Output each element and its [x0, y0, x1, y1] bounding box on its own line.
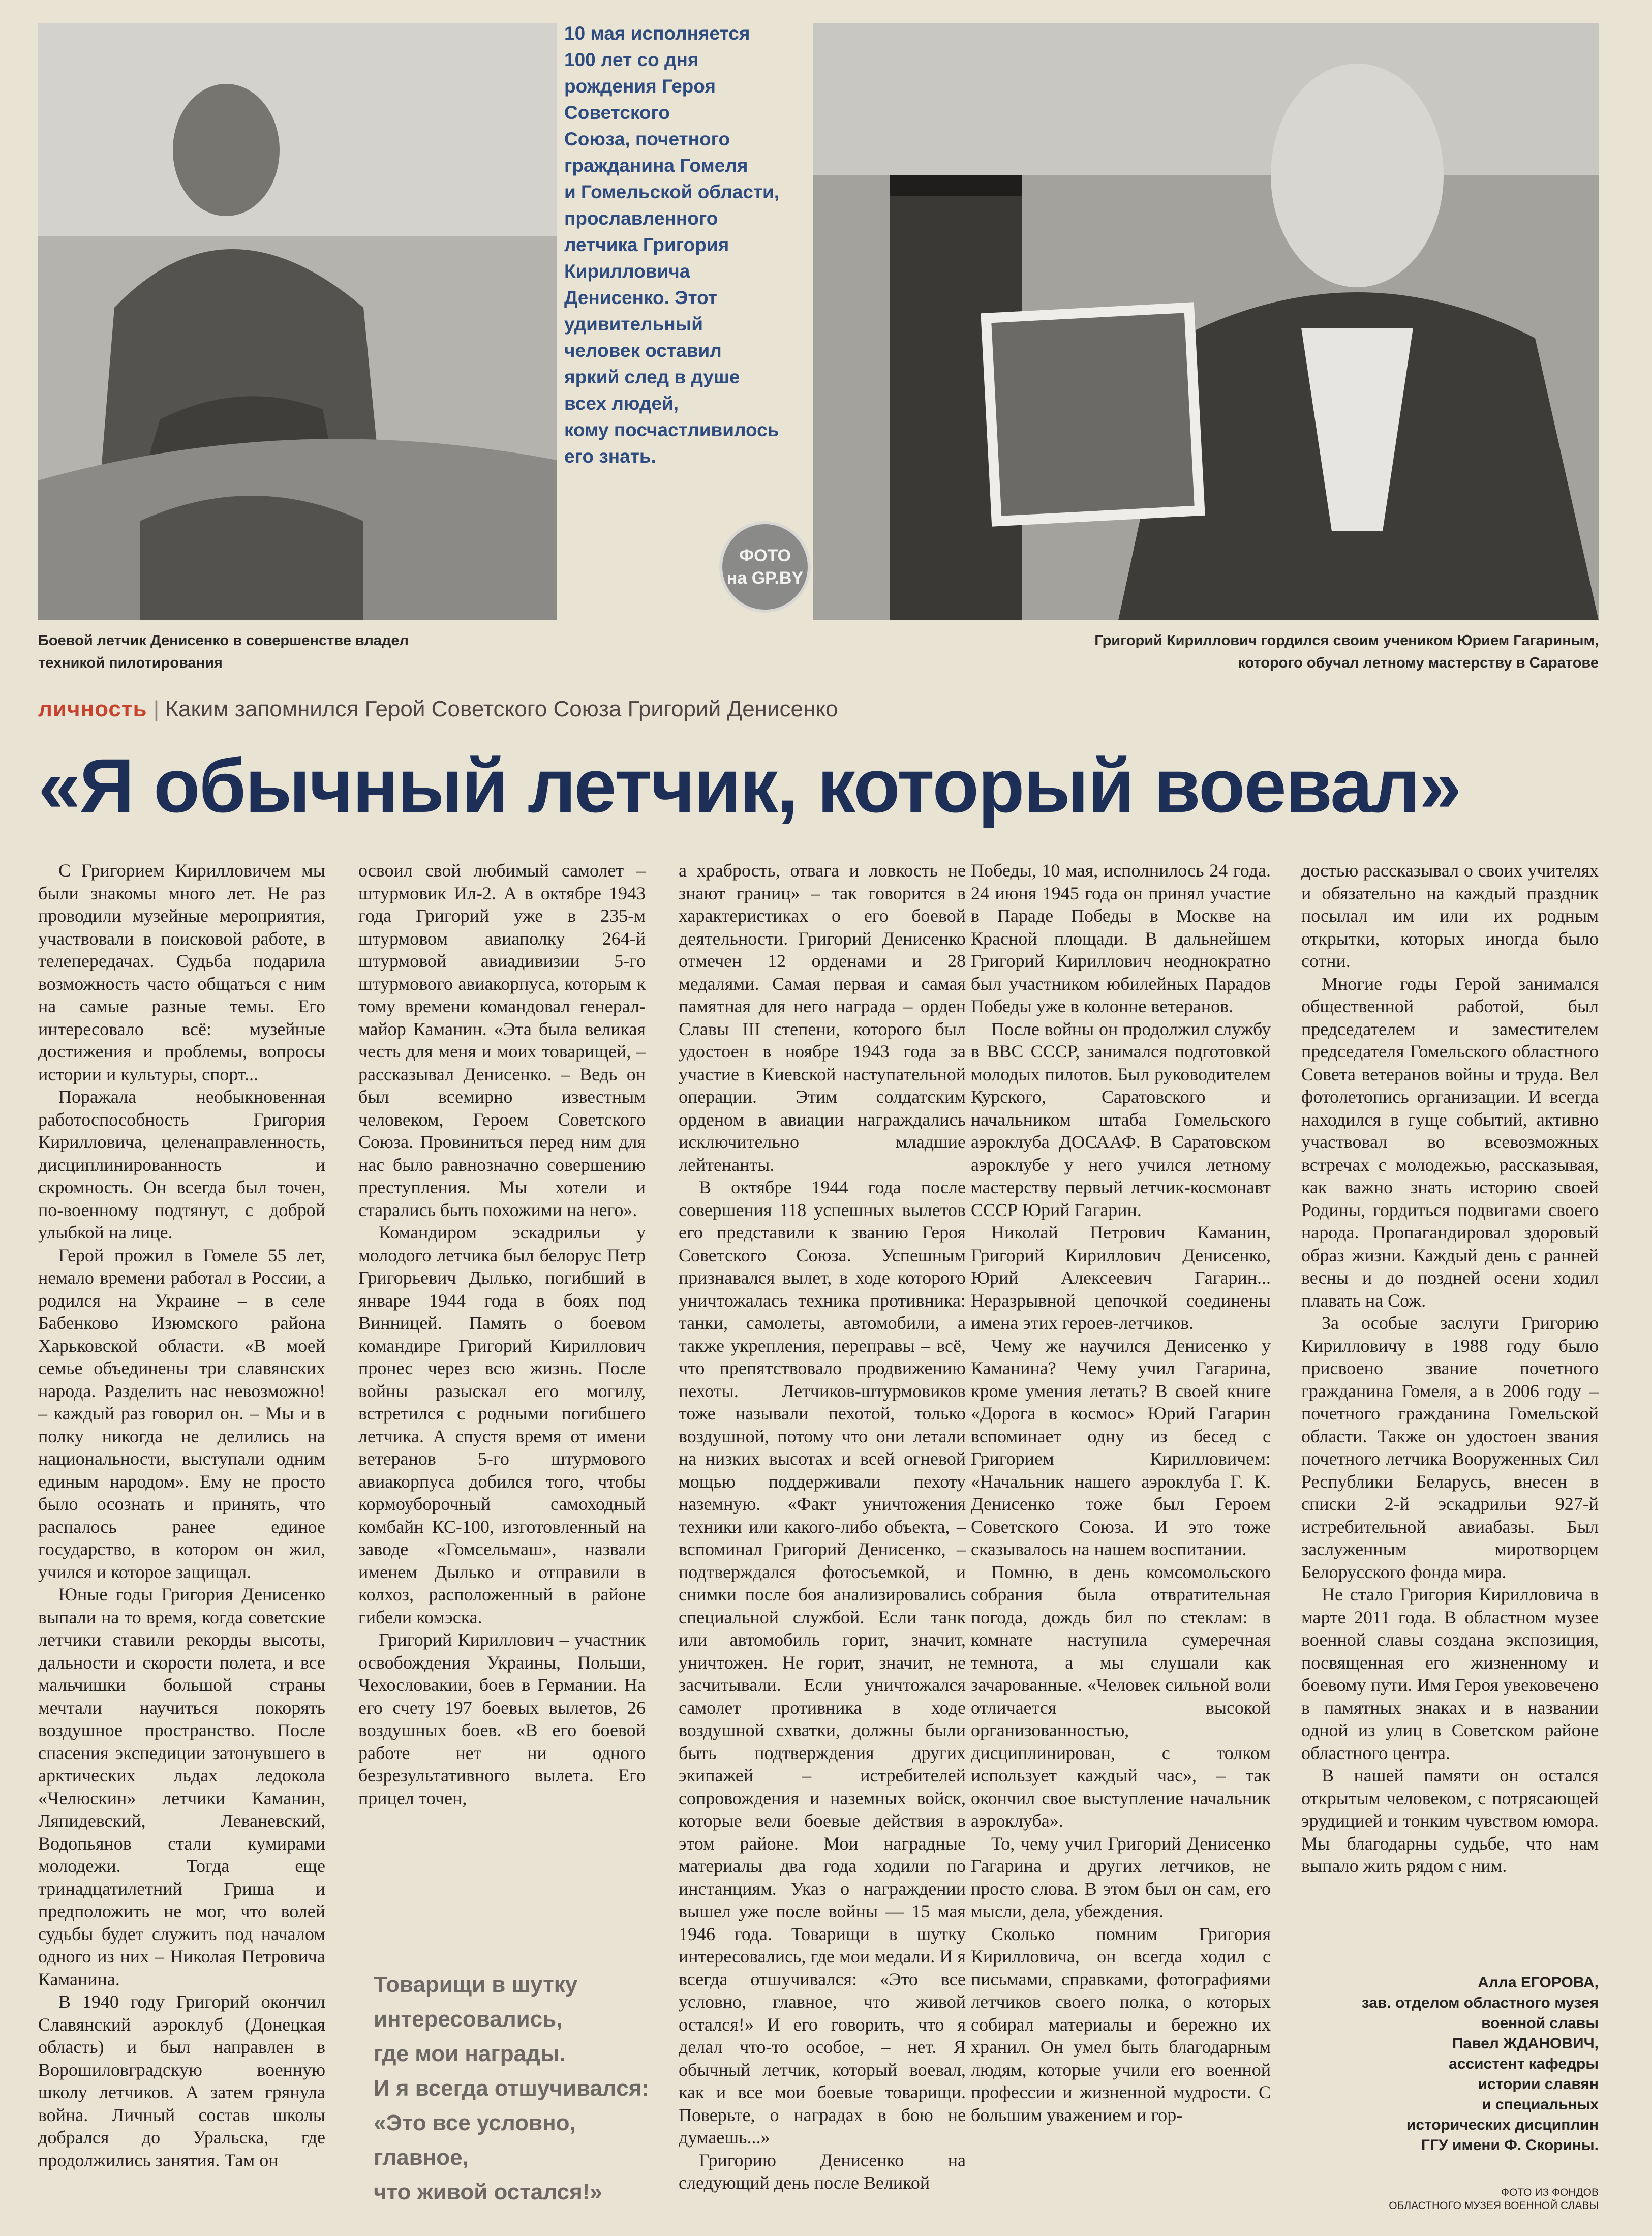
- paragraph: После войны он продолжил службу в ВВС СССР, занимался подготовкой молодых пилотов. Был руководителем Курского, Саратовского и начальником штаба Гомельского аэроклуба ДОСААФ. В Саратовском аэроклубе у него учился летному мастерству первый летчик-космонавт СССР Юрий Гагарин.: [971, 1018, 1271, 1220]
- paragraph: освоил свой любимый самолет – штурмовик Ил-2. А в октябре 1943 года Григорий уже в 235-м штурмовом авиаполку 264-й штурмовой авиадивизии 5-го штурмового авиакорпуса, которым к тому времени командовал генерал-майор Каманин. «Эта была великая честь для меня и моих товарищей, – рассказывал Денисенко. – Ведь он был всемирно известным человеком, Героем Советского Союза. Провиниться перед ним для нас было равнозначно совершению преступления. Мы хотели и старались быть похожими на него».: [358, 860, 646, 1220]
- caption-right-photo: Григорий Кириллович гордился своим учеником Юрием Гагариным, которого обучал летному мастерству в Саратове: [1094, 632, 1599, 671]
- paragraph: Юные годы Григория Денисенко выпали на то время, когда советские летчики ставили рекорды высоты, дальности и скорости полета, и все мальчишки большой страны мечтали научиться покорять воздушное пространство. После спасения экспедиции затонувшего в арктических льдах ледокола «Челюскин» летчики Каманин, Ляпидевский, Леваневский, Водопьянов стали кумирами молодежи. Тогда еще тринадцатилетний Гриша и предположить не мог, что волей судьбы будет служить под началом одного из них – Николая Петровича Каманина.: [38, 1584, 325, 1989]
- photo-pilot-cockpit: [38, 23, 557, 620]
- article-column-3: [679, 859, 966, 2212]
- paragraph: Многие годы Герой занимался общественной работой, был председателем и заместителем председателя Гомельского областного Совета ветеранов войны и труда. Вел фотолетопись организации. И всегда находился в гуще событий, активно участвовал во всевозможных встречах с молодежью, рассказывая, как важно знать историю своей Родины, гордиться подвигами своего народа. Пропагандировал здоровый образ жизни. Каждый день с ранней весны и до поздней осени ходил плавать на Сож.: [1301, 973, 1599, 1311]
- paragraph: Сколько помним Григория Кирилловича, он всегда ходил с письмами, справками, фотографиями летчиков своего полка, о которых собирал материалы и бережно их хранил. Он умел быть благодарным людям, которые учили его военной профессии и жизненной мудрости. С большим уважением и гор-: [971, 1923, 1271, 2125]
- photo-credit: ФОТО ИЗ ФОНДОВ ОБЛАСТНОГО МУЗЕЯ ВОЕННОЙ СЛАВЫ: [1389, 2187, 1599, 2212]
- author-signature: Алла ЕГОРОВА, зав. отделом областного музея военной славы Павел ЖДАНОВИЧ, ассистент кафедры истории славян и специальных исторических дисциплин ГГУ имени Ф. Скорины.: [1361, 1974, 1599, 2154]
- paragraph: Не стало Григория Кирилловича в марте 2011 года. В областном музее военной славы создана экспозиция, посвященная его жизненному и боевому пути. Имя Героя увековечено в памятных знаках и в названии одной из улиц в Советском районе областного центра.: [1301, 1584, 1599, 1763]
- paragraph: а храбрость, отвага и ловкость не знают границ» – так говорится в характеристиках о его боевой деятельности. Григорий Денисенко отмечен 12 орденами и 28 медалями. Самая первая и самая памятная для него награда – орден Славы III степени, которого был удостоен в ноябре 1943 года за участие в Киевской наступательной операции. Этим солдатским орденом в авиации награждались исключительно младшие лейтенанты.: [679, 860, 966, 1175]
- photo-pilot-illustration: [38, 23, 557, 620]
- paragraph: В октябре 1944 года после совершения 118 успешных вылетов его представили к званию Героя Советского Союза. Успешным признавался вылет, в ходе которого уничтожалась техника противника: танки, самолеты, автомобили, а также укрепления, переправы – всё, что препятствовало продвижению пехоты. Летчиков-штурмовиков тоже называли пехотой, только воздушной, потому что они летали на низких высотах и всей огневой мощью поддерживали пехоту наземную. «Факт уничтожения техники или какого-либо объекта, – вспоминал Григорий Денисенко, – подтверждался фотосъемкой, и снимки после боя анализировались специальной службой. Если танк или автомобиль горит, значит, уничтожен. Не горит, значит, не засчитывали. Если уничтожался самолет противника в ходе воздушной схватки, должны были быть подтверждения других экипажей – истребителей сопровождения и наземных войск, которые вели боевые действия в этом районе. Мои наградные материалы два года ходили по инстанциям. Указ о награждении вышел уже после войны — 15 мая 1946 года. Товарищи в шутку интересовались, где мои медали. И я всегда отшучивался: «Это все условно, главное, что живой остался!» И его говорить, что я делал что-то особое, – нет. Я обычный летчик, который воевал, как и все мои боевые товарищи. Поверьте, о наградах в бою не думаешь...»: [679, 1177, 966, 2148]
- article-column-2: [358, 859, 646, 1808]
- article-headline: «Я обычный летчик, который воевал»: [38, 743, 1461, 828]
- paragraph: То, чему учил Григорий Денисенко Гагарина и других летчиков, не просто слова. В этом был он сам, его мысли, дела, убеждения.: [971, 1833, 1271, 1921]
- paragraph: Поражала необыкновенная работоспособность Григория Кирилловича, целенаправленность, дисциплинированность и скромность. Он всегда был точен, по-военному подтянут, с доброй улыбкой на лице.: [38, 1086, 325, 1243]
- paragraph: За особые заслуги Григорию Кирилловичу в 1988 году было присвоено звание почетного гражданина Гомеля, а в 2006 году – почетного гражданина Гомельской области. Также он удостоен звания почетного летчика Вооруженных Сил Республики Беларусь, внесен в списки 2-й эскадрильи 927-й истребительной авиабазы. Был заслуженным миротворцем Белорусского фонда мира.: [1301, 1313, 1599, 1582]
- caption-left-photo: Боевой летчик Денисенко в совершенстве владел техникой пилотирования: [38, 632, 409, 671]
- article-column-1: [38, 859, 325, 2212]
- paragraph: В нашей памяти он остался открытым человеком, с потрясающей эрудицией и тонким чувством юмора. Мы благодарны судьбе, что нам выпало жить рядом с ним.: [1301, 1765, 1599, 1876]
- photo-source-badge: ФОТО на GP.BY: [719, 521, 811, 613]
- paragraph: достью рассказывал о своих учителях и обязательно на каждый праздник посылал им или их родным открытки, которых иногда было сотни.: [1301, 860, 1599, 971]
- paragraph: Николай Петрович Каманин, Григорий Кириллович Денисенко, Юрий Алексеевич Гагарин... Неразрывной цепочкой соединены имена этих героев-летчиков.: [971, 1222, 1271, 1333]
- paragraph: Григорий Кириллович – участник освобождения Украины, Польши, Чехословакии, боев в Германии. На его счету 197 боевых вылетов, 26 воздушных боев. «В его боевой работе нет ни одного безрезультативного вылета. Его прицел точен,: [358, 1629, 646, 1808]
- section-label: личность: [38, 697, 147, 721]
- article-column-4: [971, 859, 1271, 2212]
- paragraph: Помню, в день комсомольского собрания была отвратительная погода, дождь бил по стеклам: в комнате наступила сумеречная темнота, а мы слушали как зачарованные. «Человек сильной воли отличается высокой организованностью, дисциплинирован, с толком использует каждый час», – так окончил свое выступление начальник аэроклуба».: [971, 1561, 1271, 1831]
- section-kicker: [38, 697, 1309, 727]
- paragraph: В 1940 году Григорий окончил Славянский аэроклуб (Донецкая область) и был направлен в Ворошиловградскую военную школу летчиков. А затем грянула война. Личный состав школы добрался до Уральска, где продолжились занятия. Там он: [38, 1991, 325, 2170]
- paragraph: Григорию Денисенко на следующий день после Великой: [679, 2150, 966, 2193]
- intro-text: 10 мая исполняется 100 лет со дня рождения Героя Советского Союза, почетного гражданина Гомеля и Гомельской области, прославленного летчика Григория Кирилловича Денисенко. Этот удивительный человек оставил яркий след в душе всех людей, кому посчастливилось его знать.: [564, 23, 780, 467]
- section-subtitle: Каким запомнился Герой Советского Союза Григорий Денисенко: [165, 697, 838, 721]
- kicker-divider: |: [153, 697, 166, 721]
- paragraph: Чему же научился Денисенко у Каманина? Чему учил Гагарина, кроме умения летать? В своей книге «Дорога в космос» Юрий Гагарин вспоминает одну из бесед с Григорием Кирилловичем: «Начальник нашего аэроклуба Г. К. Денисенко тоже был Героем Советского Союза. И это тоже сказывалось на нашем воспитании.: [971, 1335, 1271, 1559]
- photo-denisenko-illustration: [813, 23, 1599, 620]
- paragraph: Герой прожил в Гомеле 55 лет, немало времени работал в России, а родился на Украине – в селе Бабенково Изюмского района Харьковской области. «В моей семье объединены три славянских народа. Разделить нас невозможно! – каждый раз говорил он. – Мы и в полку никогда не делились на национальности, выступали одним единым народом». Ему не просто было осознать и принять, что распалось ранее единое государство, в котором он жил, учился и которое защищал.: [38, 1245, 325, 1582]
- paragraph: Командиром эскадрильи у молодого летчика был белорус Петр Григорьевич Дылько, погибший в январе 1944 года в боях под Винницей. Память о боевом командире Григорий Кириллович пронес через всю жизнь. После войны разыскал его могилу, встретился с родными погибшего летчика. А спустя время от имени ветеранов 5-го штурмового авиакорпуса добился того, чтобы кормоуборочный самоходный комбайн КС-100, изготовленный на заводе «Гомсельмаш», назвали именем Дылько и отправили в колхоз, расположенный в районе гибели комэска.: [358, 1222, 646, 1627]
- article-column-5: [1301, 859, 1599, 1973]
- pull-quote: Товарищи в шутку интересовались, где мои награды. И я всегда отшучивался: «Это все условно, главное, что живой остался!»: [374, 1972, 650, 2204]
- photo-denisenko-with-photograph: [813, 23, 1599, 620]
- paragraph: С Григорием Кирилловичем мы были знакомы много лет. Не раз проводили музейные мероприятия, участвовали в поисковой работе, в телепередачах. Судьба подарила возможность часто общаться с ним на самые разные темы. Его интересовало всё: музейные достижения и проблемы, вопросы истории и культуры, спорт...: [38, 860, 325, 1084]
- paragraph: Победы, 10 мая, исполнилось 24 года. 24 июня 1945 года он принял участие в Параде Победы в Москве на Красной площади. В дальнейшем Григорий Кириллович неоднократно был участником юбилейных Парадов Победы уже в колонне ветеранов.: [971, 860, 1271, 1016]
